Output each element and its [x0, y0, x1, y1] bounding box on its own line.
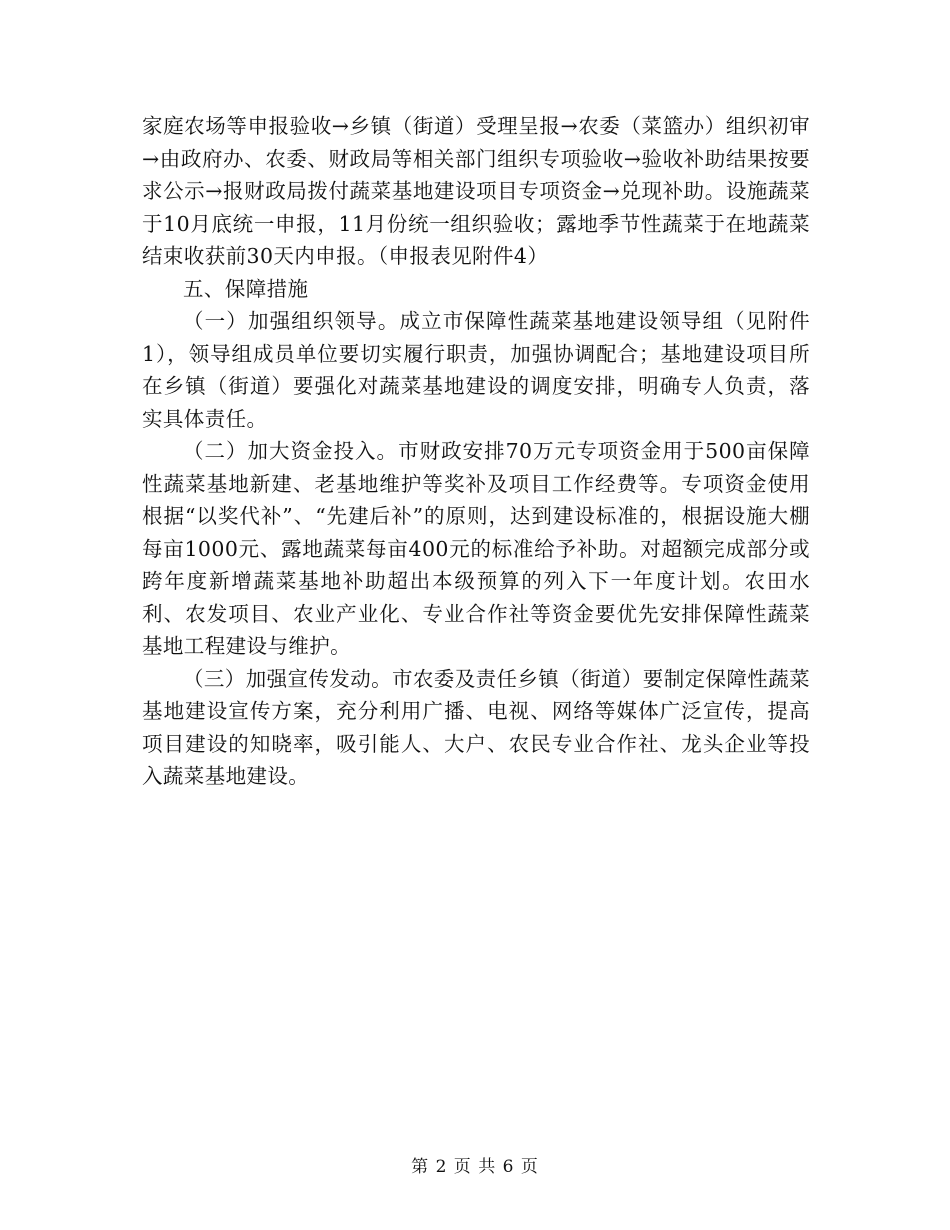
document-body [142, 110, 810, 793]
page-number-footer: 第 2 页 共 6 页 [411, 1157, 539, 1177]
section-heading-safeguards: 五、保障措施 [183, 276, 309, 301]
paragraph-publicity-mobilization: （三）加强宣传发动。市农委及责任乡镇（街道）要制定保障性蔬菜基地建设宣传方案，充分利用广播、电视、网络等媒体广泛宣传，提高项目建设的知晓率，吸引能人、大户、农民专业合作社、龙头企业等投入蔬菜基地建设。 [142, 666, 810, 788]
paragraph-funding-investment: （二）加大资金投入。市财政安排70万元专项资金用于500亩保障性蔬菜基地新建、老基地维护等奖补及项目工作经费等。专项资金使用根据“以奖代补”、“先建后补”的原则，达到建设标准的，根据设施大棚每亩1000元、露地蔬菜每亩400元的标准给予补助。对超额完成部分或跨年度新增蔬菜基地补助超出本级预算的列入下一年度计划。农田水利、农发项目、农业产业化、专业合作社等资金要优先安排保障性蔬菜基地工程建设与维护。 [142, 439, 810, 658]
paragraph-application-process: 家庭农场等申报验收→乡镇（街道）受理呈报→农委（菜篮办）组织初审→由政府办、农委、财政局等相关部门组织专项验收→验收补助结果按要求公示→报财政局拨付蔬菜基地建设项目专项资金→兑现补助。设施蔬菜于10月底统一申报，11月份统一组织验收；露地季节性蔬菜于在地蔬菜结束收获前30天内申报。（申报表见附件4） [142, 114, 810, 268]
paragraph-organization-leadership: （一）加强组织领导。成立市保障性蔬菜基地建设领导组（见附件1），领导组成员单位要切实履行职责，加强协调配合；基地建设项目所在乡镇（街道）要强化对蔬菜基地建设的调度安排，明确专人负责，落实具体责任。 [142, 309, 810, 431]
